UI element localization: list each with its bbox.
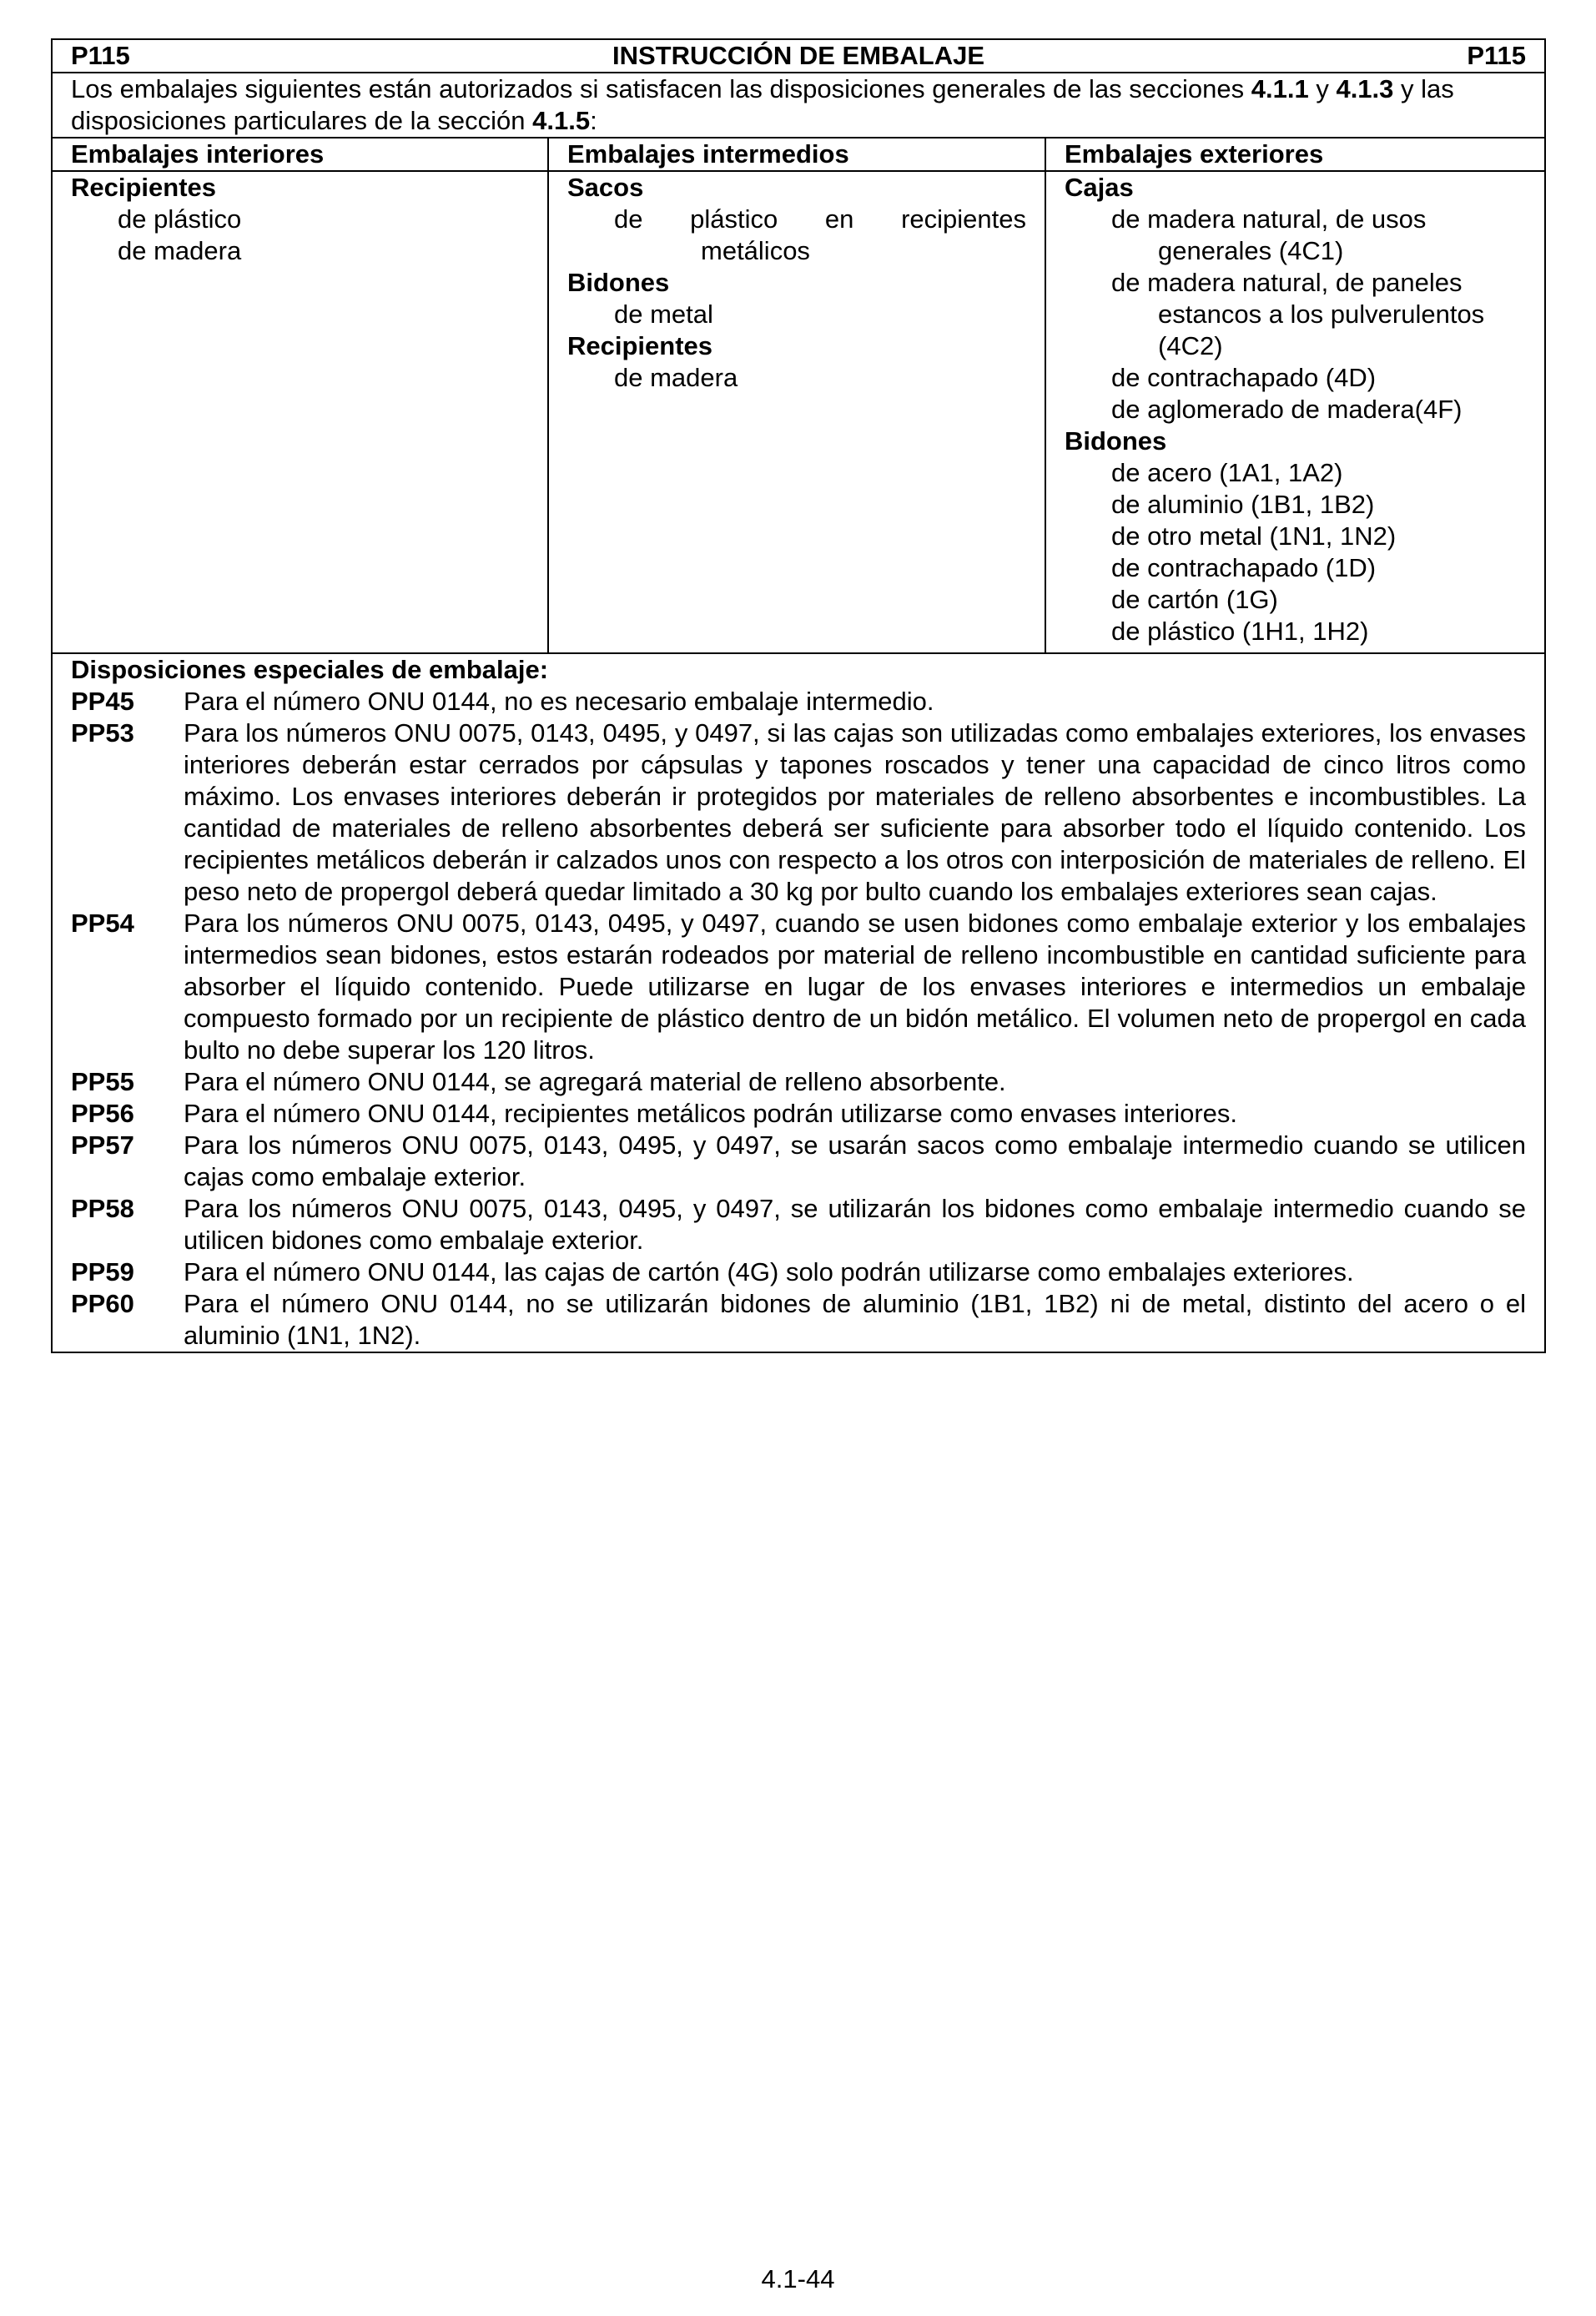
section-ref: 4.1.3	[1336, 74, 1394, 103]
provision-text: Para el número ONU 0144, recipientes metálicos podrán utilizarse como envases interiores.	[184, 1099, 1237, 1128]
provision-item	[71, 1256, 1526, 1288]
list-item: de madera natural, de usos generales (4C1)	[1111, 204, 1427, 265]
provision-text: Para el número ONU 0144, no se utilizarán bidones de aluminio (1B1, 1B2) ni de metal, distinto del acero o el aluminio (1N1, 1N2).	[184, 1289, 1527, 1350]
intro-text: y las disposiciones particulares de la sección	[71, 74, 1454, 135]
special-provisions-cell	[52, 653, 1545, 1352]
list-item: de contrachapado (1D)	[1111, 553, 1377, 582]
list-item: de plástico (1H1, 1H2)	[1111, 617, 1369, 646]
list-item: de madera	[614, 363, 738, 392]
instruction-code-left: P115	[71, 41, 130, 70]
provision-item	[71, 908, 1526, 1066]
header-row	[52, 39, 1545, 73]
provision-code: PP58	[71, 1194, 134, 1223]
list-item: de otro metal (1N1, 1N2)	[1111, 521, 1397, 551]
provision-text: Para los números ONU 0075, 0143, 0495, y 0497, si las cajas son utilizadas como embalajes exteriores, los envases interiores deberán estar cerrados por cápsulas y tapones roscados y tener una capacidad de cinco litros como máximo. Los envases interiores deberán ir protegidos por materiales de relleno absorbentes e incombustibles. La cantidad de materiales de relleno absorbentes deberá ser suficiente para absorber todo el líquido contenido. Los recipientes metálicos deberán ir calzados unos con respecto a los otros con interposición de materiales de relleno. El peso neto de propergol deberá quedar limitado a 30 kg por bulto cuando los embalajes exteriores sean cajas.	[184, 718, 1527, 906]
list-item: de aglomerado de madera(4F)	[1111, 395, 1463, 424]
list-item-continuation: metálicos	[701, 236, 810, 265]
intro-text: Los embalajes siguientes están autorizados si satisfacen las disposiciones generales de las secciones	[71, 74, 1251, 103]
provision-text: Para el número ONU 0144, las cajas de cartón (4G) solo podrán utilizarse como embalajes exteriores.	[184, 1257, 1354, 1286]
packagings-row	[52, 171, 1545, 653]
provision-code: PP59	[71, 1257, 134, 1286]
instruction-title: INSTRUCCIÓN DE EMBALAJE	[612, 41, 985, 70]
provision-text: Para el número ONU 0144, se agregará material de relleno absorbente.	[184, 1067, 1006, 1096]
outer-packagings-cell	[1045, 171, 1545, 653]
provision-text: Para los números ONU 0075, 0143, 0495, y 0497, se utilizarán los bidones como embalaje intermedio cuando se utilicen bidones como embalaje exterior.	[184, 1194, 1527, 1255]
section-ref: 4.1.5	[532, 106, 591, 135]
provision-text: Para los números ONU 0075, 0143, 0495, y 0497, cuando se usen bidones como embalaje exterior y los embalajes intermedios sean bidones, estos estarán rodeados por material de relleno incombustible en cantidad suficiente para absorber el líquido contenido. Puede utilizarse en lugar de los envases interiores e intermedios un embalaje compuesto formado por un recipiente de plástico dentro de un bidón metálico. El volumen neto de propergol en cada bulto no debe superar los 120 litros.	[184, 909, 1527, 1065]
provision-code: PP53	[71, 718, 134, 748]
list-item: de cartón (1G)	[1111, 585, 1278, 614]
provision-code: PP55	[71, 1067, 134, 1096]
provision-item	[71, 1288, 1526, 1352]
column-header-row	[52, 138, 1545, 171]
intro-row	[52, 73, 1545, 138]
intermediate-packagings-cell	[548, 171, 1045, 653]
packing-instruction-table	[51, 38, 1546, 1353]
provision-code: PP57	[71, 1130, 134, 1160]
list-item: de plástico en recipientes	[614, 204, 1026, 234]
list-item: de madera	[118, 236, 242, 265]
page-number: 4.1-44	[761, 2264, 835, 2293]
group-heading: Cajas	[1065, 173, 1134, 202]
provision-item	[71, 1130, 1526, 1193]
header-cell	[52, 39, 1545, 73]
group-heading: Bidones	[567, 268, 670, 297]
provision-code: PP54	[71, 909, 134, 938]
provision-item	[71, 1066, 1526, 1098]
column-header-intermediate: Embalajes intermedios	[548, 138, 1045, 171]
section-ref: 4.1.1	[1251, 74, 1309, 103]
list-item: de acero (1A1, 1A2)	[1111, 458, 1343, 487]
provision-item	[71, 1098, 1526, 1130]
provision-text: Para el número ONU 0144, no es necesario embalaje intermedio.	[184, 687, 934, 716]
instruction-code-right: P115	[1467, 41, 1527, 70]
group-heading: Recipientes	[71, 173, 217, 202]
provision-item	[71, 717, 1526, 908]
provision-code: PP60	[71, 1289, 134, 1318]
provision-item	[71, 1193, 1526, 1256]
column-header-inner: Embalajes interiores	[52, 138, 548, 171]
group-heading: Sacos	[567, 173, 644, 202]
special-provisions-title: Disposiciones especiales de embalaje:	[71, 655, 549, 684]
column-header-outer: Embalajes exteriores	[1045, 138, 1545, 171]
provision-item	[71, 686, 1526, 717]
list-item: de metal	[614, 300, 713, 329]
provision-text: Para los números ONU 0075, 0143, 0495, y 0497, se usarán sacos como embalaje intermedio cuando se utilicen cajas como embalaje exterior.	[184, 1130, 1527, 1191]
inner-packagings-cell	[52, 171, 548, 653]
provision-code: PP56	[71, 1099, 134, 1128]
special-provisions-row	[52, 653, 1545, 1352]
group-heading: Bidones	[1065, 426, 1167, 456]
list-item: de contrachapado (4D)	[1111, 363, 1377, 392]
provision-code: PP45	[71, 687, 134, 716]
list-item: de madera natural, de paneles estancos a los pulverulentos (4C2)	[1111, 268, 1485, 360]
intro-text: :	[590, 106, 597, 135]
list-item: de plástico	[118, 204, 242, 234]
intro-paragraph	[52, 73, 1545, 138]
group-heading: Recipientes	[567, 331, 713, 360]
list-item: de aluminio (1B1, 1B2)	[1111, 490, 1375, 519]
intro-text: y	[1308, 74, 1337, 103]
